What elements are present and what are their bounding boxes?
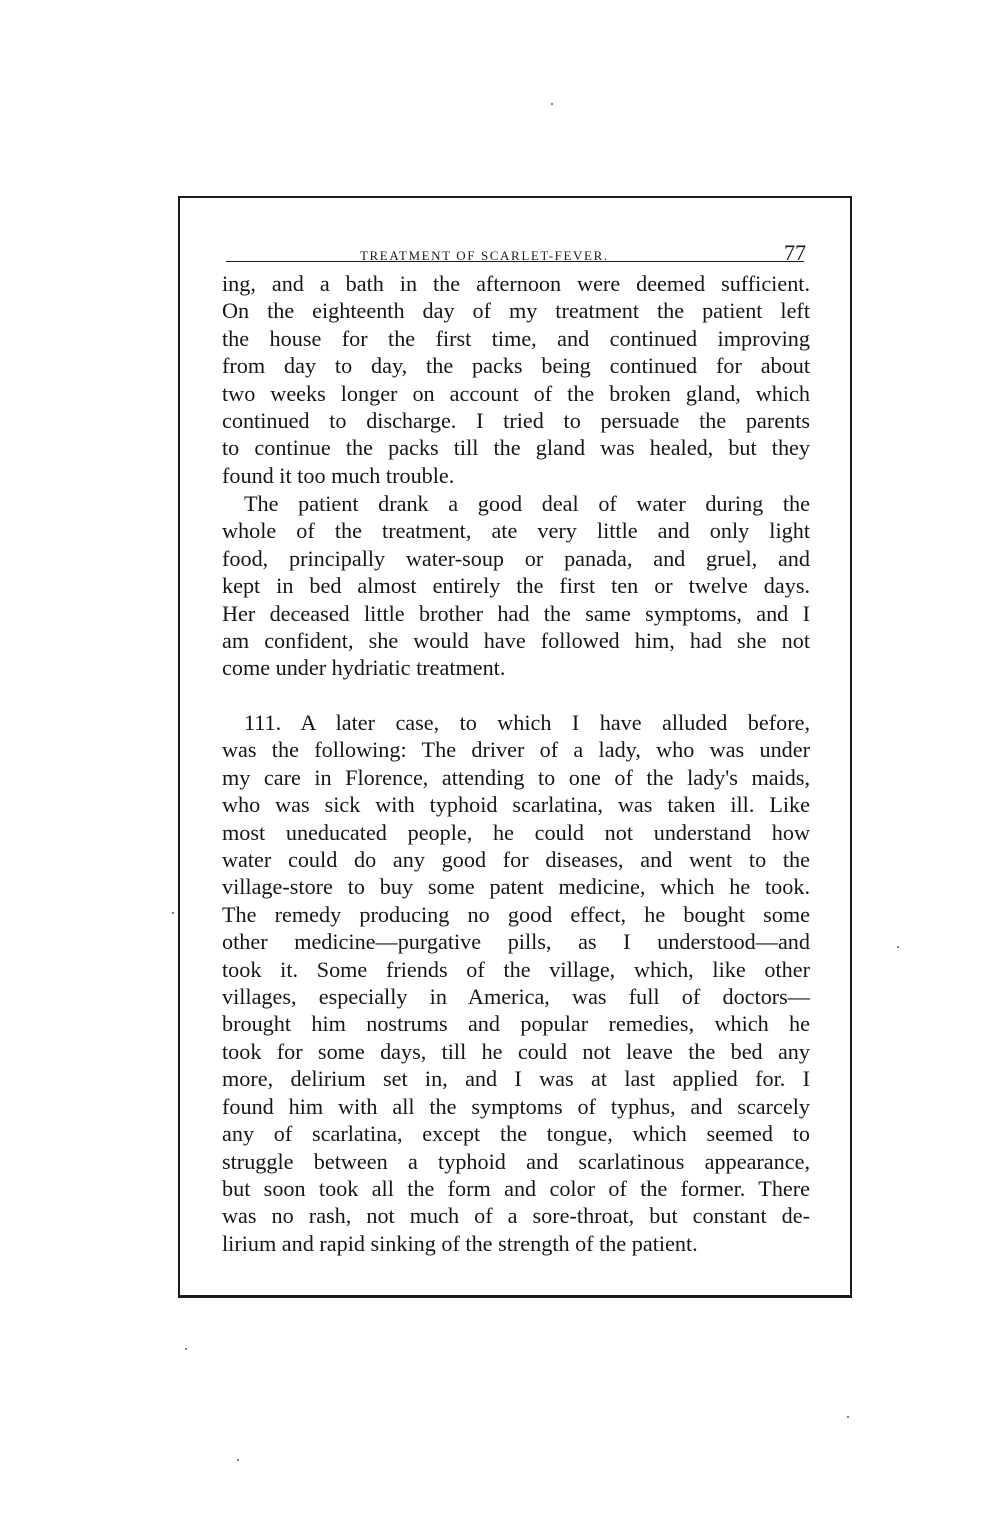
page-header (222, 240, 812, 270)
scan-speck (237, 1459, 239, 1461)
paragraph-3 (222, 709, 810, 1257)
text-line: struggle between a typhoid and scarlatinous appearance, (222, 1148, 810, 1174)
text-line: Her deceased little brother had the same symptoms, and I (222, 600, 810, 626)
text-line: was no rash, not much of a sore-throat, but constant de- (222, 1203, 810, 1229)
text-line: On the eighteenth day of my treatment the patient left (222, 298, 810, 324)
text-line: food, principally water-soup or panada, and gruel, and (222, 545, 810, 571)
text-line: ing, and a bath in the afternoon were deemed sufficient. (222, 271, 810, 296)
text-line: took for some days, till he could not leave the bed any (222, 1038, 810, 1064)
scan-speck (551, 103, 553, 105)
text-line: from day to day, the packs being continued for about (222, 353, 810, 379)
text-line: villages, especially in America, was full of doctors— (222, 984, 810, 1010)
text-line: most uneducated people, he could not understand how (222, 819, 810, 845)
text-line: the house for the first time, and continued improving (222, 325, 810, 351)
text-line: was the following: The driver of a lady, who was under (222, 737, 810, 763)
text-line: other medicine—purgative pills, as I understood—and (222, 929, 810, 955)
text-line: took it. Some friends of the village, which, like other (222, 956, 810, 982)
running-title: TREATMENT OF SCARLET-FEVER. (360, 248, 609, 263)
scan-speck (847, 1416, 849, 1418)
text-line: more, delirium set in, and I was at last applied for. I (222, 1066, 810, 1092)
text-line: come under hydriatic treatment. (222, 655, 506, 681)
text-line: water could do any good for diseases, and went to the (222, 847, 810, 873)
text-line: but soon took all the form and color of the former. There (222, 1175, 810, 1201)
text-line: continued to discharge. I tried to persuade the parents (222, 408, 810, 434)
text-line: lirium and rapid sinking of the strength of the patient. (222, 1230, 698, 1256)
scan-speck (185, 1348, 187, 1350)
page-number: 77 (784, 240, 806, 265)
text-line: my care in Florence, attending to one of the lady's maids, (222, 764, 810, 790)
text-line: The patient drank a good deal of water during the (244, 491, 810, 516)
scan-speck (172, 912, 174, 914)
text-line: two weeks longer on account of the broken gland, which (222, 380, 810, 406)
text-line: 111. A later case, to which I have alluded before, (244, 710, 810, 735)
text-line: am confident, she would have followed him, had she not (222, 628, 810, 654)
text-line: any of scarlatina, except the tongue, which seemed to (222, 1121, 810, 1147)
text-line: kept in bed almost entirely the first ten or twelve days. (222, 573, 810, 599)
text-line: The remedy producing no good effect, he bought some (222, 901, 810, 927)
text-line: found it too much trouble. (222, 462, 455, 488)
scan-speck (897, 946, 899, 948)
text-line: whole of the treatment, ate very little and only light (222, 518, 810, 544)
text-line: who was sick with typhoid scarlatina, was taken ill. Like (222, 792, 810, 818)
header-rule (226, 261, 804, 262)
text-line: brought him nostrums and popular remedies, which he (222, 1011, 810, 1037)
text-line: to continue the packs till the gland was healed, but they (222, 435, 810, 461)
paragraph-1 (222, 270, 810, 489)
text-line: found him with all the symptoms of typhus, and scarcely (222, 1093, 810, 1119)
text-line: village-store to buy some patent medicine, which he took. (222, 874, 810, 900)
paragraph-2 (222, 490, 810, 682)
